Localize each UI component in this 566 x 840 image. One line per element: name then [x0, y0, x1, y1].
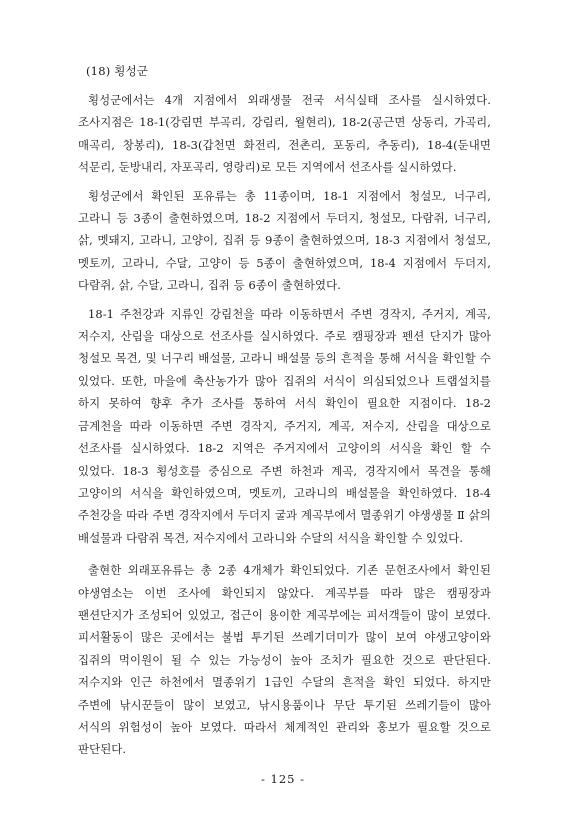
page-number: - 125 - [260, 772, 306, 786]
section-heading: (18) 횡성군 [86, 64, 149, 78]
paragraph-mammal-species: 횡성군에서 확인된 포유류는 총 11종이며, 18-1 지점에서 청설모, 너구리, 고라니 등 3종이 출현하였으며, 18-2 지점에서 두더지, 청설모, 다람쥐, 너구리, 삵, 멧돼지, 고라니, 고양이, 집쥐 등 9종이 출현하였으며, 18-3 지점에서 청설모, 멧토끼, 고라니, 수달, 고양이 등 5종이 출현하였으며, 18-4 지점에서 두더지, 다람쥐, 삵, 수달, 고라니, 집쥐 등 6종이 출현하였다. [78, 188, 491, 293]
paragraph-site-details: 18-1 주천강과 지류인 강림천을 따라 이동하면서 주변 경작지, 주거지, 계곡, 저수지, 산림을 대상으로 선조사를 실시하였다. 주로 캠핑장과 펜션 단지가 많아 청설모 목견, 및 너구리 배설물, 고라니 배설물 등의 흔적을 통해 서식을 확인할 수 있었다. 또한, 마을에 축산농가가 많아 집쥐의 서식이 의심되었으나 트랩설치를 하지 못하여 향후 추가 조사를 통하여 서식 확인이 필요한 지점이다. 18-2 금계천을 따라 이동하면 주변 경작지, 주거지, 계곡, 저수지, 산림을 대상으로 선조사를 실시하였다. 18-2 지역은 주거지에서 고양이의 서식을 확인 할 수 있었다. 18-3 횡성호를 중심으로 주변 하천과 계곡, 경작지에서 목견을 통해 고양이의 서식을 확인하였으며, 멧토끼, 고라니의 배설물을 확인하였다. 18-4 주천강을 따라 주변 경작지에서 두더지 굴과 계곡부에서 멸종위기 야생생물 Ⅱ 삵의 배설물과 다람쥐 목견, 저수지에서 고라니와 수달의 서식을 확인할 수 있었다. [78, 306, 491, 545]
paragraph-invasive-mammals: 출현한 외래포유류는 총 2종 4개체가 확인되었다. 기존 문헌조사에서 확인된 야생염소는 이번 조사에 확인되지 않았다. 계곡부를 따라 많은 캠핑장과 팬션단지가 조성되어 있었고, 접근이 용이한 계곡부에는 피서객들이 많이 보였다. 피서활동이 많은 곳에서는 불법 투기된 쓰레기더미가 많이 보여 야생고양이와 집쥐의 먹이원이 될 수 있는 가능성이 높아 조치가 필요한 것으로 판단된다. 저수지와 인근 하천에서 멸종위기 1급인 수달의 흔적을 확인 되었다. 하지만 주변에 낚시꾼들이 많이 보였고, 낚시용품이나 무단 투기된 쓰레기들이 많아 서식의 위험성이 높아 보였다. 따라서 체계적인 관리와 홍보가 필요할 것으로 판단된다. [78, 563, 491, 757]
paragraph-survey-sites: 횡성군에서는 4개 지점에서 외래생물 전국 서식실태 조사를 실시하였다. 조사지점은 18-1(강림면 부곡리, 강림리, 월현리), 18-2(공근면 상동리, 가곡리, 매곡리, 창봉리), 18-3(갑천면 화전리, 전촌리, 포동리, 추동리), 18-4(둔내면 석문리, 둔방내리, 자포곡리, 영랑리)로 모든 지역에서 선조사를 실시하였다. [78, 93, 491, 175]
